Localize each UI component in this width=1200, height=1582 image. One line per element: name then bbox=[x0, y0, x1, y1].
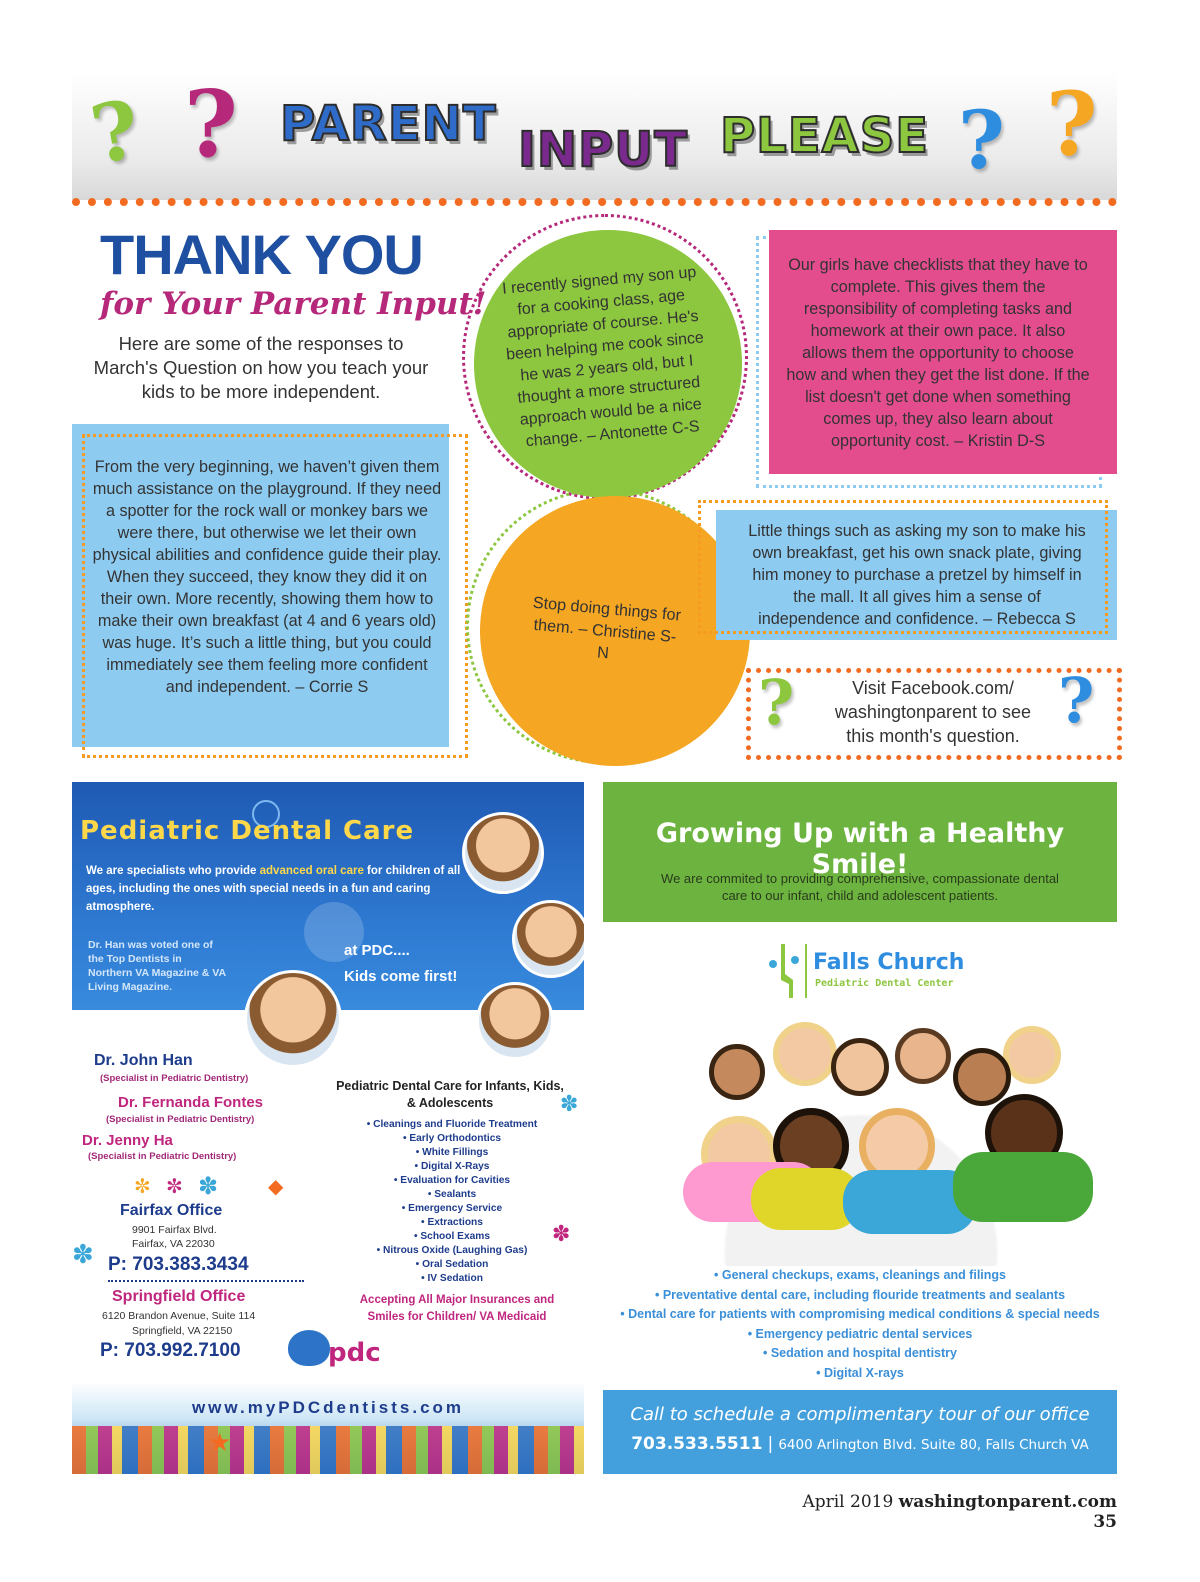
service-item: • Extractions bbox=[421, 1217, 483, 1228]
child-face bbox=[953, 1048, 1011, 1106]
pdc-intro-highlight: advanced oral care bbox=[259, 865, 364, 877]
doctor-specialty: (Specialist in Pediatric Dentistry) bbox=[100, 1073, 249, 1084]
service-item: • Preventative dental care, including flouride treatments and sealants bbox=[654, 1287, 1066, 1302]
footer-date: April 2019 bbox=[802, 1492, 894, 1512]
shirt-band bbox=[953, 1152, 1093, 1222]
doctor-specialty: (Specialist in Pediatric Dentistry) bbox=[88, 1151, 237, 1162]
flower-icon: ✽ bbox=[552, 1222, 571, 1247]
question-mark-icon: ? bbox=[1058, 664, 1095, 737]
service-item: • Nitrous Oxide (Laughing Gas) bbox=[376, 1245, 528, 1256]
giraffe-logo-icon bbox=[767, 944, 799, 998]
question-mark-icon: ? bbox=[958, 93, 1005, 187]
doctor-name: Dr. John Han bbox=[94, 1052, 193, 1069]
doctor-specialty: (Specialist in Pediatric Dentistry) bbox=[106, 1114, 255, 1125]
springfield-address: Springfield, VA 22150 bbox=[132, 1325, 233, 1337]
springfield-office-name: Springfield Office bbox=[112, 1288, 246, 1305]
service-item: • Oral Sedation bbox=[415, 1259, 489, 1270]
banner-word-please: PLEASE bbox=[720, 108, 930, 164]
pdc-title: Pediatric Dental Care bbox=[80, 816, 415, 846]
child-face bbox=[895, 1028, 951, 1084]
service-item: • Evaluation for Cavities bbox=[393, 1175, 511, 1186]
pdc-intro-part: for children of all ages, including the ones with special needs in a fun and caring atmosphere. bbox=[86, 865, 461, 913]
pdc-advertisement[interactable] bbox=[72, 782, 584, 1474]
child-face bbox=[1003, 1026, 1061, 1084]
page-subtitle: for Your Parent Input! bbox=[100, 286, 487, 322]
reef-footer bbox=[72, 1382, 584, 1474]
banner-word-parent: PARENT bbox=[280, 96, 497, 152]
flower-icon: ✼ bbox=[134, 1174, 151, 1198]
separator: | bbox=[767, 1434, 774, 1454]
child-photo bbox=[476, 982, 554, 1060]
child-face bbox=[773, 1022, 837, 1086]
fc-header-panel bbox=[603, 782, 1117, 922]
flower-icon: ✽ bbox=[560, 1092, 579, 1117]
question-mark-icon: ? bbox=[758, 666, 795, 739]
service-item: • Digital X-Rays bbox=[414, 1161, 490, 1172]
service-item: • General checkups, exams, cleanings and filings bbox=[714, 1268, 1006, 1282]
service-item: • School Exams bbox=[413, 1231, 491, 1242]
fairfax-office-name: Fairfax Office bbox=[120, 1202, 223, 1219]
child-photo bbox=[462, 812, 544, 894]
fc-headline: Growing Up with a Healthy Smile! bbox=[655, 818, 1065, 880]
service-item: • Emergency Service bbox=[401, 1203, 503, 1214]
service-item: • Sedation and hospital dentistry bbox=[763, 1346, 957, 1361]
footer-site[interactable]: washingtonparent.com bbox=[898, 1492, 1117, 1512]
pdc-han-note: Dr. Han was voted one of the Top Dentists in Northern VA Magazine & VA Living Magazine. bbox=[88, 939, 226, 993]
flower-icon: ✽ bbox=[72, 1240, 94, 1270]
service-item: • Emergency pediatric dental services bbox=[747, 1326, 973, 1341]
pdc-website[interactable]: www.myPDCdentists.com bbox=[191, 1398, 465, 1417]
logo-divider bbox=[805, 944, 807, 998]
child-face bbox=[831, 1038, 889, 1096]
dotted-divider bbox=[108, 1280, 304, 1282]
child-face bbox=[709, 1044, 765, 1100]
children-group-photo bbox=[623, 1012, 1099, 1266]
page-title: THANK YOU bbox=[100, 223, 423, 286]
pdc-logo: pdc bbox=[328, 1338, 381, 1368]
services-title: Pediatric Dental Care for Infants, Kids, & Adolescents bbox=[336, 1079, 564, 1110]
question-mark-icon: ? bbox=[84, 81, 147, 183]
service-item: • Cleanings and Fluoride Treatment bbox=[366, 1119, 538, 1130]
page-footer bbox=[780, 1492, 1117, 1532]
fc-contact-line bbox=[603, 1434, 1117, 1454]
service-item: • Digital X-rays bbox=[816, 1365, 904, 1380]
starfish-icon: ★ bbox=[208, 1428, 232, 1458]
fc-logo-name: Falls Church bbox=[813, 950, 965, 975]
whale-logo-icon bbox=[288, 1330, 330, 1366]
fc-cta: Call to schedule a complimentary tour of our office bbox=[630, 1404, 1090, 1425]
fairfax-address: Fairfax, VA 22030 bbox=[132, 1238, 215, 1250]
fc-services-list bbox=[603, 1266, 1117, 1384]
response-christine: Stop doing things for them. – Christine S-N bbox=[532, 593, 682, 663]
fc-subhead: We are commited to providing comprehensive, compassionate dental care to our infant, child and adolescent patients. bbox=[661, 871, 1059, 903]
pdc-intro bbox=[86, 862, 466, 916]
service-item: • Sealants bbox=[427, 1189, 477, 1200]
fc-phone[interactable]: 703.533.5511 bbox=[631, 1434, 763, 1454]
flower-icon: ✼ bbox=[166, 1174, 183, 1198]
fairfax-phone[interactable]: P: 703.383.3434 bbox=[108, 1254, 249, 1275]
response-rebecca: Little things such as asking my son to make his own breakfast, get his own snack plate, giving him money to purchase a pretzel by himself in the mall. It all gives him a sense of independence and confidence. – Rebecca S bbox=[748, 522, 1086, 628]
pdc-at-pdc: at PDC.... bbox=[344, 942, 410, 959]
question-mark-icon: ? bbox=[1046, 72, 1098, 176]
flower-icon: ✽ bbox=[198, 1172, 219, 1200]
fc-address: 6400 Arlington Blvd. Suite 80, Falls Church VA bbox=[778, 1437, 1089, 1453]
springfield-address: 6120 Brandon Avenue, Suite 114 bbox=[102, 1310, 256, 1322]
intro-text: Here are some of the responses to March's Question on how you teach your kids to be more independent. bbox=[93, 333, 429, 402]
service-item: • Early Orthodontics bbox=[402, 1133, 502, 1144]
fc-logo-sub: Pediatric Dental Center bbox=[815, 978, 954, 989]
facebook-text[interactable]: Visit Facebook.com/ washingtonparent to see this month's question. bbox=[834, 678, 1032, 746]
fairfax-address: 9901 Fairfax Blvd. bbox=[132, 1224, 217, 1236]
fish-icon: ◆ bbox=[268, 1174, 284, 1198]
service-item: • IV Sedation bbox=[421, 1273, 483, 1284]
doctor-name: Dr. Fernanda Fontes bbox=[118, 1094, 264, 1111]
fc-contact-panel bbox=[603, 1390, 1117, 1474]
dotted-divider bbox=[72, 198, 1117, 216]
page-number: 35 bbox=[1093, 1512, 1117, 1532]
parent-input-banner bbox=[72, 72, 1117, 200]
service-item: • Dental care for patients with compromising medical conditions & special needs bbox=[620, 1307, 1100, 1322]
doctor-photo bbox=[244, 970, 342, 1068]
response-kristin: Our girls have checklists that they have to complete. This gives them the responsibility of completing tasks and homework at their own pace. It also allows them the opportunity to choose how and when they get the list done. If the list doesn't get done when something comes up, they also learn about opportunity cost. – Kristin D-S bbox=[786, 256, 1090, 450]
service-item: • White Fillings bbox=[415, 1147, 489, 1158]
question-mark-icon: ? bbox=[184, 70, 238, 178]
pdc-kids-first: Kids come first! bbox=[344, 968, 458, 985]
pdc-intro-part: We are specialists who provide bbox=[86, 865, 260, 877]
falls-church-advertisement[interactable] bbox=[603, 782, 1117, 1474]
insurance-note: Accepting All Major Insurances and Smiles for Children/ VA Medicaid bbox=[359, 1294, 555, 1323]
services-list bbox=[334, 1118, 570, 1286]
response-antonette: I recently signed my son up for a cooking class, age appropriate of course. He's been helping me cook since he was 2 years old, but I thought a more structured approach would be a nice change. – Antonette C-S bbox=[501, 263, 705, 451]
banner-word-input: INPUT bbox=[518, 122, 688, 178]
response-corrie: From the very beginning, we haven’t given them much assistance on the playground. If they need a spotter for the rock wall or monkey bars we were there, but otherwise we let their own physical abilities and confidence guide their play. When they succeed, they know they did it on their own. More recently, showing them how to make their own breakfast (at 4 and 6 years old) was huge. It’s such a little thing, but you could immediately see them feeling more confident and independent. – Corrie S bbox=[92, 458, 442, 696]
doctor-name: Dr. Jenny Ha bbox=[82, 1132, 173, 1149]
child-photo bbox=[512, 900, 584, 978]
coral-decoration bbox=[72, 1426, 584, 1474]
springfield-phone[interactable]: P: 703.992.7100 bbox=[100, 1340, 241, 1361]
